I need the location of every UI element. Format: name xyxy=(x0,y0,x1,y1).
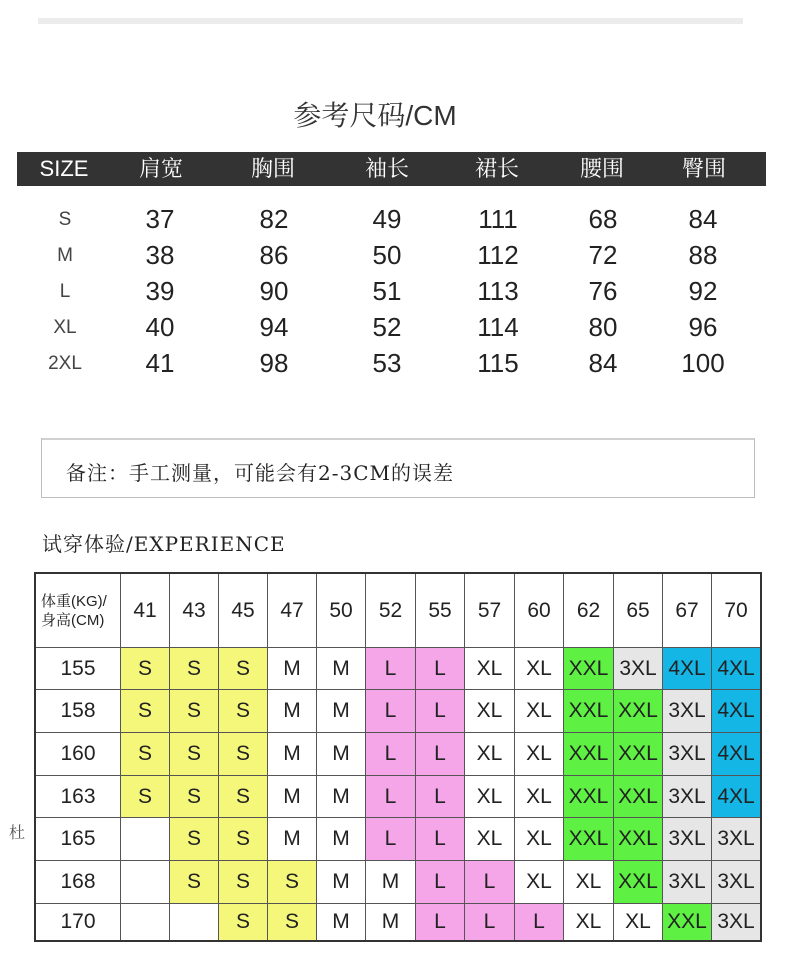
size-cell: S xyxy=(219,648,268,690)
size-cell: S xyxy=(219,733,268,776)
experience-title: 试穿体验/EXPERIENCE xyxy=(42,532,286,556)
size-value: 92 xyxy=(688,276,718,306)
size-cell: 3XL xyxy=(712,818,760,861)
size-cell xyxy=(121,818,170,861)
size-cell: L xyxy=(416,861,465,904)
size-value: 52 xyxy=(372,312,402,342)
weight-header: 41 xyxy=(121,574,170,648)
size-value: 90 xyxy=(259,276,289,306)
header-sleeve: 袖长 xyxy=(364,156,410,181)
size-cell: XXL xyxy=(614,690,663,733)
size-value: 39 xyxy=(145,276,175,306)
size-cell: S xyxy=(170,861,219,904)
size-value: 86 xyxy=(259,240,289,270)
size-cell: L xyxy=(416,818,465,861)
size-cell xyxy=(121,861,170,904)
height-header: 165 xyxy=(36,818,121,861)
size-cell: M xyxy=(317,648,366,690)
size-chart-header xyxy=(17,152,766,186)
size-cell: XXL xyxy=(614,776,663,818)
size-cell: 4XL xyxy=(712,648,760,690)
size-cell: M xyxy=(268,648,317,690)
weight-header: 47 xyxy=(268,574,317,648)
size-value: 111 xyxy=(478,204,518,234)
side-mark: 杜 xyxy=(9,825,26,842)
height-header: 163 xyxy=(36,776,121,818)
size-cell: S xyxy=(121,733,170,776)
size-value: 100 xyxy=(681,348,725,378)
size-cell: XL xyxy=(614,904,663,940)
size-cell: XL xyxy=(515,648,564,690)
size-cell: S xyxy=(268,861,317,904)
size-value: 112 xyxy=(477,240,519,270)
size-cell: M xyxy=(366,861,416,904)
size-cell: 4XL xyxy=(712,733,760,776)
size-cell: 3XL xyxy=(663,861,712,904)
size-cell: XXL xyxy=(564,648,614,690)
weight-header: 52 xyxy=(366,574,416,648)
size-cell: M xyxy=(366,904,416,940)
size-value: 84 xyxy=(688,204,718,234)
size-cell: L xyxy=(416,776,465,818)
header-waist: 腰围 xyxy=(579,156,625,181)
size-cell: S xyxy=(121,690,170,733)
size-cell: XL xyxy=(515,690,564,733)
size-cell: L xyxy=(366,776,416,818)
size-cell: 3XL xyxy=(663,690,712,733)
size-cell: XL xyxy=(465,690,515,733)
size-cell: XL xyxy=(515,861,564,904)
size-value: 94 xyxy=(259,312,289,342)
size-cell: XL xyxy=(564,861,614,904)
size-cell xyxy=(170,904,219,940)
size-cell: XL xyxy=(515,776,564,818)
size-value: 96 xyxy=(688,312,718,342)
size-value: 49 xyxy=(372,204,402,234)
weight-header: 67 xyxy=(663,574,712,648)
height-header: 158 xyxy=(36,690,121,733)
size-cell: XXL xyxy=(564,690,614,733)
weight-header: 55 xyxy=(416,574,465,648)
size-cell: XL xyxy=(465,648,515,690)
size-value: 88 xyxy=(688,240,718,270)
header-shoulder: 肩宽 xyxy=(138,156,184,181)
size-cell: M xyxy=(268,733,317,776)
size-cell: 3XL xyxy=(614,648,663,690)
size-cell: M xyxy=(268,818,317,861)
size-value: 37 xyxy=(145,204,175,234)
weight-header: 50 xyxy=(317,574,366,648)
size-value: 113 xyxy=(477,276,519,306)
size-cell: XL xyxy=(465,776,515,818)
note-text: 备注：手工测量，可能会有2-3CM的误差 xyxy=(66,461,454,485)
weight-header: 57 xyxy=(465,574,515,648)
size-cell: S xyxy=(219,861,268,904)
size-cell: L xyxy=(416,904,465,940)
size-label: 2XL xyxy=(48,353,82,374)
size-label: S xyxy=(58,209,72,230)
size-value: 115 xyxy=(477,348,519,378)
size-cell: 3XL xyxy=(712,861,760,904)
size-value: 38 xyxy=(145,240,175,270)
size-cell: XL xyxy=(564,904,614,940)
size-cell: M xyxy=(317,861,366,904)
size-value: 84 xyxy=(588,348,618,378)
size-cell: 4XL xyxy=(712,776,760,818)
size-cell: S xyxy=(219,904,268,940)
size-cell: XXL xyxy=(614,733,663,776)
size-cell: XXL xyxy=(564,818,614,861)
size-value: 80 xyxy=(588,312,618,342)
size-cell: M xyxy=(268,776,317,818)
size-value: 72 xyxy=(588,240,618,270)
size-cell: XL xyxy=(515,818,564,861)
weight-header: 70 xyxy=(712,574,760,648)
size-cell: L xyxy=(515,904,564,940)
note-box xyxy=(41,438,755,498)
size-cell: L xyxy=(465,861,515,904)
size-cell: XXL xyxy=(614,818,663,861)
size-cell: 4XL xyxy=(663,648,712,690)
size-cell: S xyxy=(170,776,219,818)
size-value: 51 xyxy=(372,276,402,306)
size-cell: S xyxy=(121,776,170,818)
header-size: SIZE xyxy=(39,156,89,181)
size-value: 98 xyxy=(259,348,289,378)
size-value: 53 xyxy=(372,348,402,378)
size-cell: M xyxy=(317,818,366,861)
size-cell: L xyxy=(366,733,416,776)
weight-header: 65 xyxy=(614,574,663,648)
size-cell: S xyxy=(121,648,170,690)
size-value: 40 xyxy=(145,312,175,342)
header-skirt: 裙长 xyxy=(474,156,520,181)
weight-header: 43 xyxy=(170,574,219,648)
weight-label: 体重(KG)/ xyxy=(41,592,107,610)
corner-label xyxy=(36,574,121,648)
size-chart-title: 参考尺码/CM xyxy=(293,100,457,131)
size-cell: L xyxy=(366,818,416,861)
size-cell: S xyxy=(170,733,219,776)
size-cell: M xyxy=(317,690,366,733)
size-cell: 3XL xyxy=(663,818,712,861)
weight-header: 60 xyxy=(515,574,564,648)
size-cell: 3XL xyxy=(663,733,712,776)
size-cell: S xyxy=(219,776,268,818)
weight-header: 62 xyxy=(564,574,614,648)
size-cell: S xyxy=(170,648,219,690)
height-header: 160 xyxy=(36,733,121,776)
size-cell: S xyxy=(219,690,268,733)
size-value: 68 xyxy=(588,204,618,234)
size-cell: L xyxy=(366,648,416,690)
size-cell: M xyxy=(268,690,317,733)
experience-table xyxy=(34,572,762,942)
height-label: 身高(CM) xyxy=(41,611,105,629)
size-label: M xyxy=(57,245,73,266)
size-value: 41 xyxy=(145,348,175,378)
size-cell: L xyxy=(416,690,465,733)
height-header: 168 xyxy=(36,861,121,904)
size-cell: L xyxy=(416,648,465,690)
size-cell: S xyxy=(170,818,219,861)
size-cell: XL xyxy=(515,733,564,776)
size-cell: XXL xyxy=(614,861,663,904)
size-value: 50 xyxy=(372,240,402,270)
size-cell: M xyxy=(317,733,366,776)
size-cell xyxy=(121,904,170,940)
height-header: 155 xyxy=(36,648,121,690)
size-cell: M xyxy=(317,904,366,940)
size-cell: L xyxy=(465,904,515,940)
size-cell: XXL xyxy=(564,776,614,818)
size-label: L xyxy=(59,281,71,302)
size-cell: L xyxy=(366,690,416,733)
size-cell: 3XL xyxy=(663,776,712,818)
size-value: 76 xyxy=(588,276,618,306)
height-header: 170 xyxy=(36,904,121,940)
size-value: 114 xyxy=(477,312,519,342)
size-cell: XL xyxy=(465,733,515,776)
size-cell: XXL xyxy=(564,733,614,776)
size-cell: XL xyxy=(465,818,515,861)
header-chest: 胸围 xyxy=(250,156,296,181)
size-cell: 4XL xyxy=(712,690,760,733)
size-cell: 3XL xyxy=(712,904,760,940)
size-label: XL xyxy=(53,317,77,338)
header-hip: 臀围 xyxy=(681,156,727,181)
size-value: 82 xyxy=(259,204,289,234)
size-cell: S xyxy=(219,818,268,861)
size-cell: S xyxy=(268,904,317,940)
size-cell: XXL xyxy=(663,904,712,940)
weight-header: 45 xyxy=(219,574,268,648)
size-cell: L xyxy=(416,733,465,776)
size-cell: S xyxy=(170,690,219,733)
size-cell: M xyxy=(317,776,366,818)
top-divider xyxy=(38,18,743,24)
